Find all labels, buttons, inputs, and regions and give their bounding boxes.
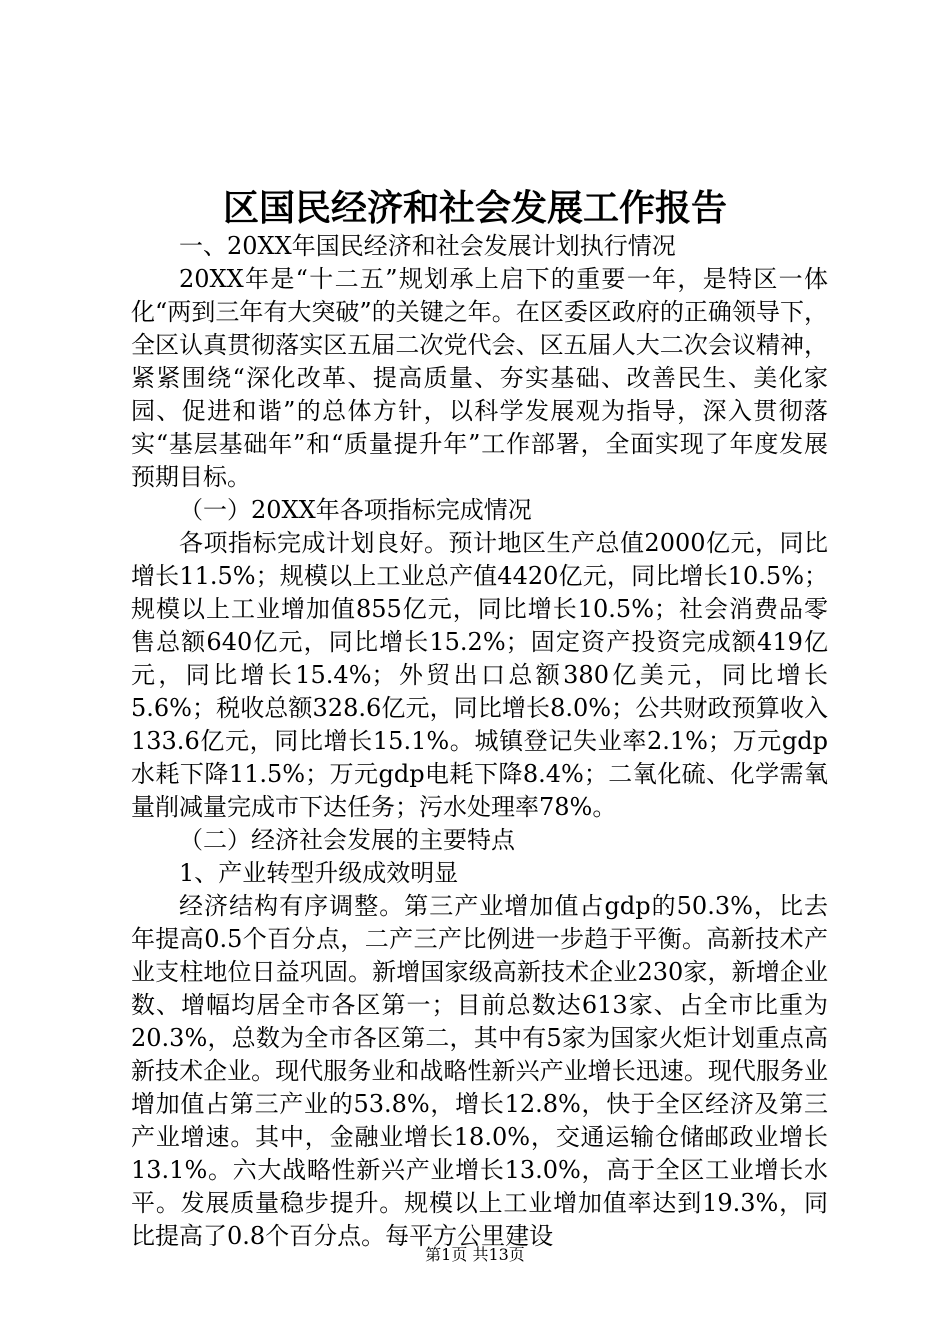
paragraph: 各项指标完成计划良好。预计地区生产总值2000亿元，同比增长11.5%；规模以上工业总产值4420亿元，同比增长10.5%；规模以上工业增加值855亿元，同比增长10.5%；社会消费品零售总额640亿元，同比增长15.2%；固定资产投资完成额419亿元，同比增长15.4%；外贸出口总额380亿美元，同比增长5.6%；税收总额328.6亿元，同比增长8.0%；公共财政预算收入133.6亿元，同比增长15.1%。城镇登记失业率2.1%；万元gdp水耗下降11.5%；万元gdp电耗下降8.4%；二氧化硫、化学需氧量削减量完成市下达任务；污水处理率78%。 [131, 529, 828, 821]
page-number-footer: 第1页 共13页 [425, 1245, 525, 1264]
subsection-heading: （一）20XX年各项指标完成情况 [179, 496, 532, 524]
item-heading: 1、产业转型升级成效明显 [179, 859, 459, 887]
section-heading: 一、20XX年国民经济和社会发展计划执行情况 [179, 232, 676, 260]
document-body [131, 230, 828, 1253]
paragraph: 经济结构有序调整。第三产业增加值占gdp的50.3%，比去年提高0.5个百分点，二产三产比例进一步趋于平衡。高新技术产业支柱地位日益巩固。新增国家级高新技术企业230家，新增企业数、增幅均居全市各区第一；目前总数达613家、占全市比重为20.3%，总数为全市各区第二，其中有5家为国家火炬计划重点高新技术企业。现代服务业和战略性新兴产业增长迅速。现代服务业增加值占第三产业的53.8%，增长12.8%，快于全区经济及第三产业增速。其中，金融业增长18.0%，交通运输仓储邮政业增长13.1%。六大战略性新兴产业增长13.0%，高于全区工业增长水平。发展质量稳步提升。规模以上工业增加值率达到19.3%，同比提高了0.8个百分点。每平方公里建设 [131, 892, 828, 1250]
subsection-heading: （二）经济社会发展的主要特点 [179, 826, 515, 854]
paragraph: 20XX年是“十二五”规划承上启下的重要一年，是特区一体化“两到三年有大突破”的关键之年。在区委区政府的正确领导下，全区认真贯彻落实区五届二次党代会、区五届人大二次会议精神，紧紧围绕“深化改革、提高质量、夯实基础、改善民生、美化家园、促进和谐”的总体方针，以科学发展观为指导，深入贯彻落实“基层基础年”和“质量提升年”工作部署，全面实现了年度发展预期目标。 [131, 265, 828, 491]
document-title: 区国民经济和社会发展工作报告 [222, 187, 727, 229]
